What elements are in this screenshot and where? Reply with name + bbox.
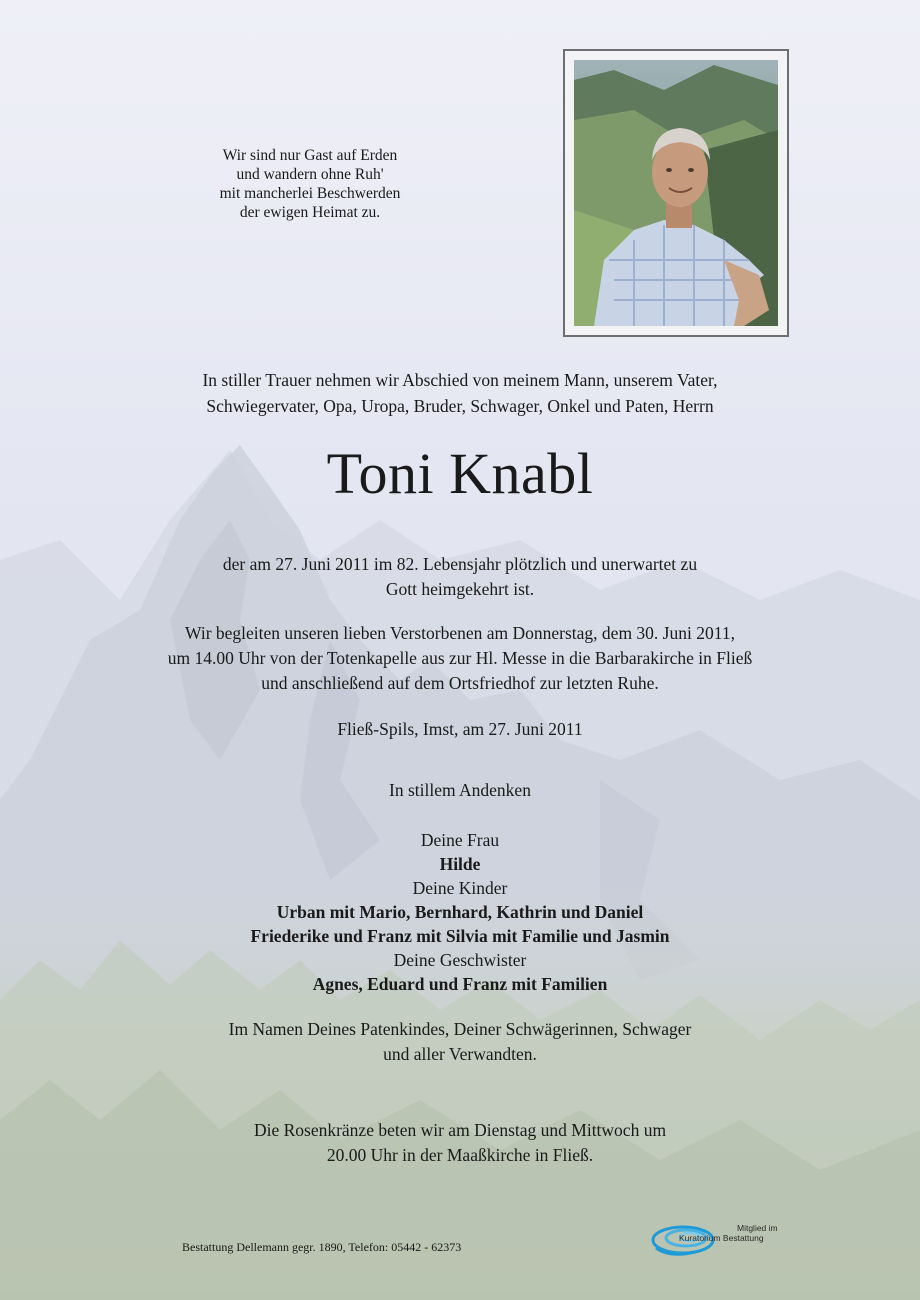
siblings-label: Deine Geschwister [393,950,527,970]
family-list [0,828,920,996]
relatives-line: Im Namen Deines Patenkindes, Deiner Schwägerinnen, Schwager [228,1019,692,1039]
relatives-line: und aller Verwandten. [383,1044,537,1064]
children-names: Friederike und Franz mit Silvia mit Familie und Jasmin [250,926,670,946]
rosary-line: 20.00 Uhr in der Maaßkirche in Fließ. [326,1145,594,1165]
funeral-notice-line: Wir begleiten unseren lieben Verstorbenen am Donnerstag, dem 30. Juni 2011, [185,623,735,643]
verse-line: Wir sind nur Gast auf Erden [222,147,398,164]
funeral-notice-line: um 14.00 Uhr von der Totenkapelle aus zur Hl. Messe in die Barbarakirche in Fließ [167,648,753,668]
children-label: Deine Kinder [412,878,508,898]
verse-line: und wandern ohne Ruh' [236,166,384,183]
siblings-names: Agnes, Eduard und Franz mit Familien [312,974,608,994]
verse-line: der ewigen Heimat zu. [239,204,381,221]
wife-name: Hilde [439,854,481,874]
intro-line: In stiller Trauer nehmen wir Abschied von meinem Mann, unserem Vater, [202,370,718,390]
intro-text [0,367,920,419]
badge-line: Kuratorium Bestattung [679,1233,764,1243]
relatives-text [0,1017,920,1067]
intro-line: Schwiegervater, Opa, Uropa, Bruder, Schwager, Onkel und Paten, Herrn [206,396,714,416]
in-memory-heading: In stillem Andenken [389,780,531,800]
badge-line: Mitglied im [737,1223,778,1233]
portrait-photo-frame [563,49,789,337]
place-date: Fließ-Spils, Imst, am 27. Juni 2011 [337,719,583,739]
funeral-notice-line: und anschließend auf dem Ortsfriedhof zur letzten Ruhe. [261,673,659,693]
death-notice-line: der am 27. Juni 2011 im 82. Lebensjahr plötzlich und unerwartet zu [222,554,698,574]
death-notice-line: Gott heimgekehrt ist. [385,579,535,599]
funeral-home-footer: Bestattung Dellemann gegr. 1890, Telefon: 05442 - 62373 [182,1240,462,1254]
wife-label: Deine Frau [420,830,500,850]
member-badge [650,1218,790,1260]
verse [150,146,470,222]
rosary-notice [0,1118,920,1168]
funeral-notice [0,621,920,696]
portrait-photo [574,60,778,326]
deceased-name: Toni Knabl [326,441,594,506]
verse-line: mit mancherlei Beschwerden [219,185,401,202]
children-names: Urban mit Mario, Bernhard, Kathrin und Daniel [276,902,644,922]
rosary-line: Die Rosenkränze beten wir am Dienstag und Mittwoch um [253,1120,667,1140]
death-notice [0,552,920,602]
